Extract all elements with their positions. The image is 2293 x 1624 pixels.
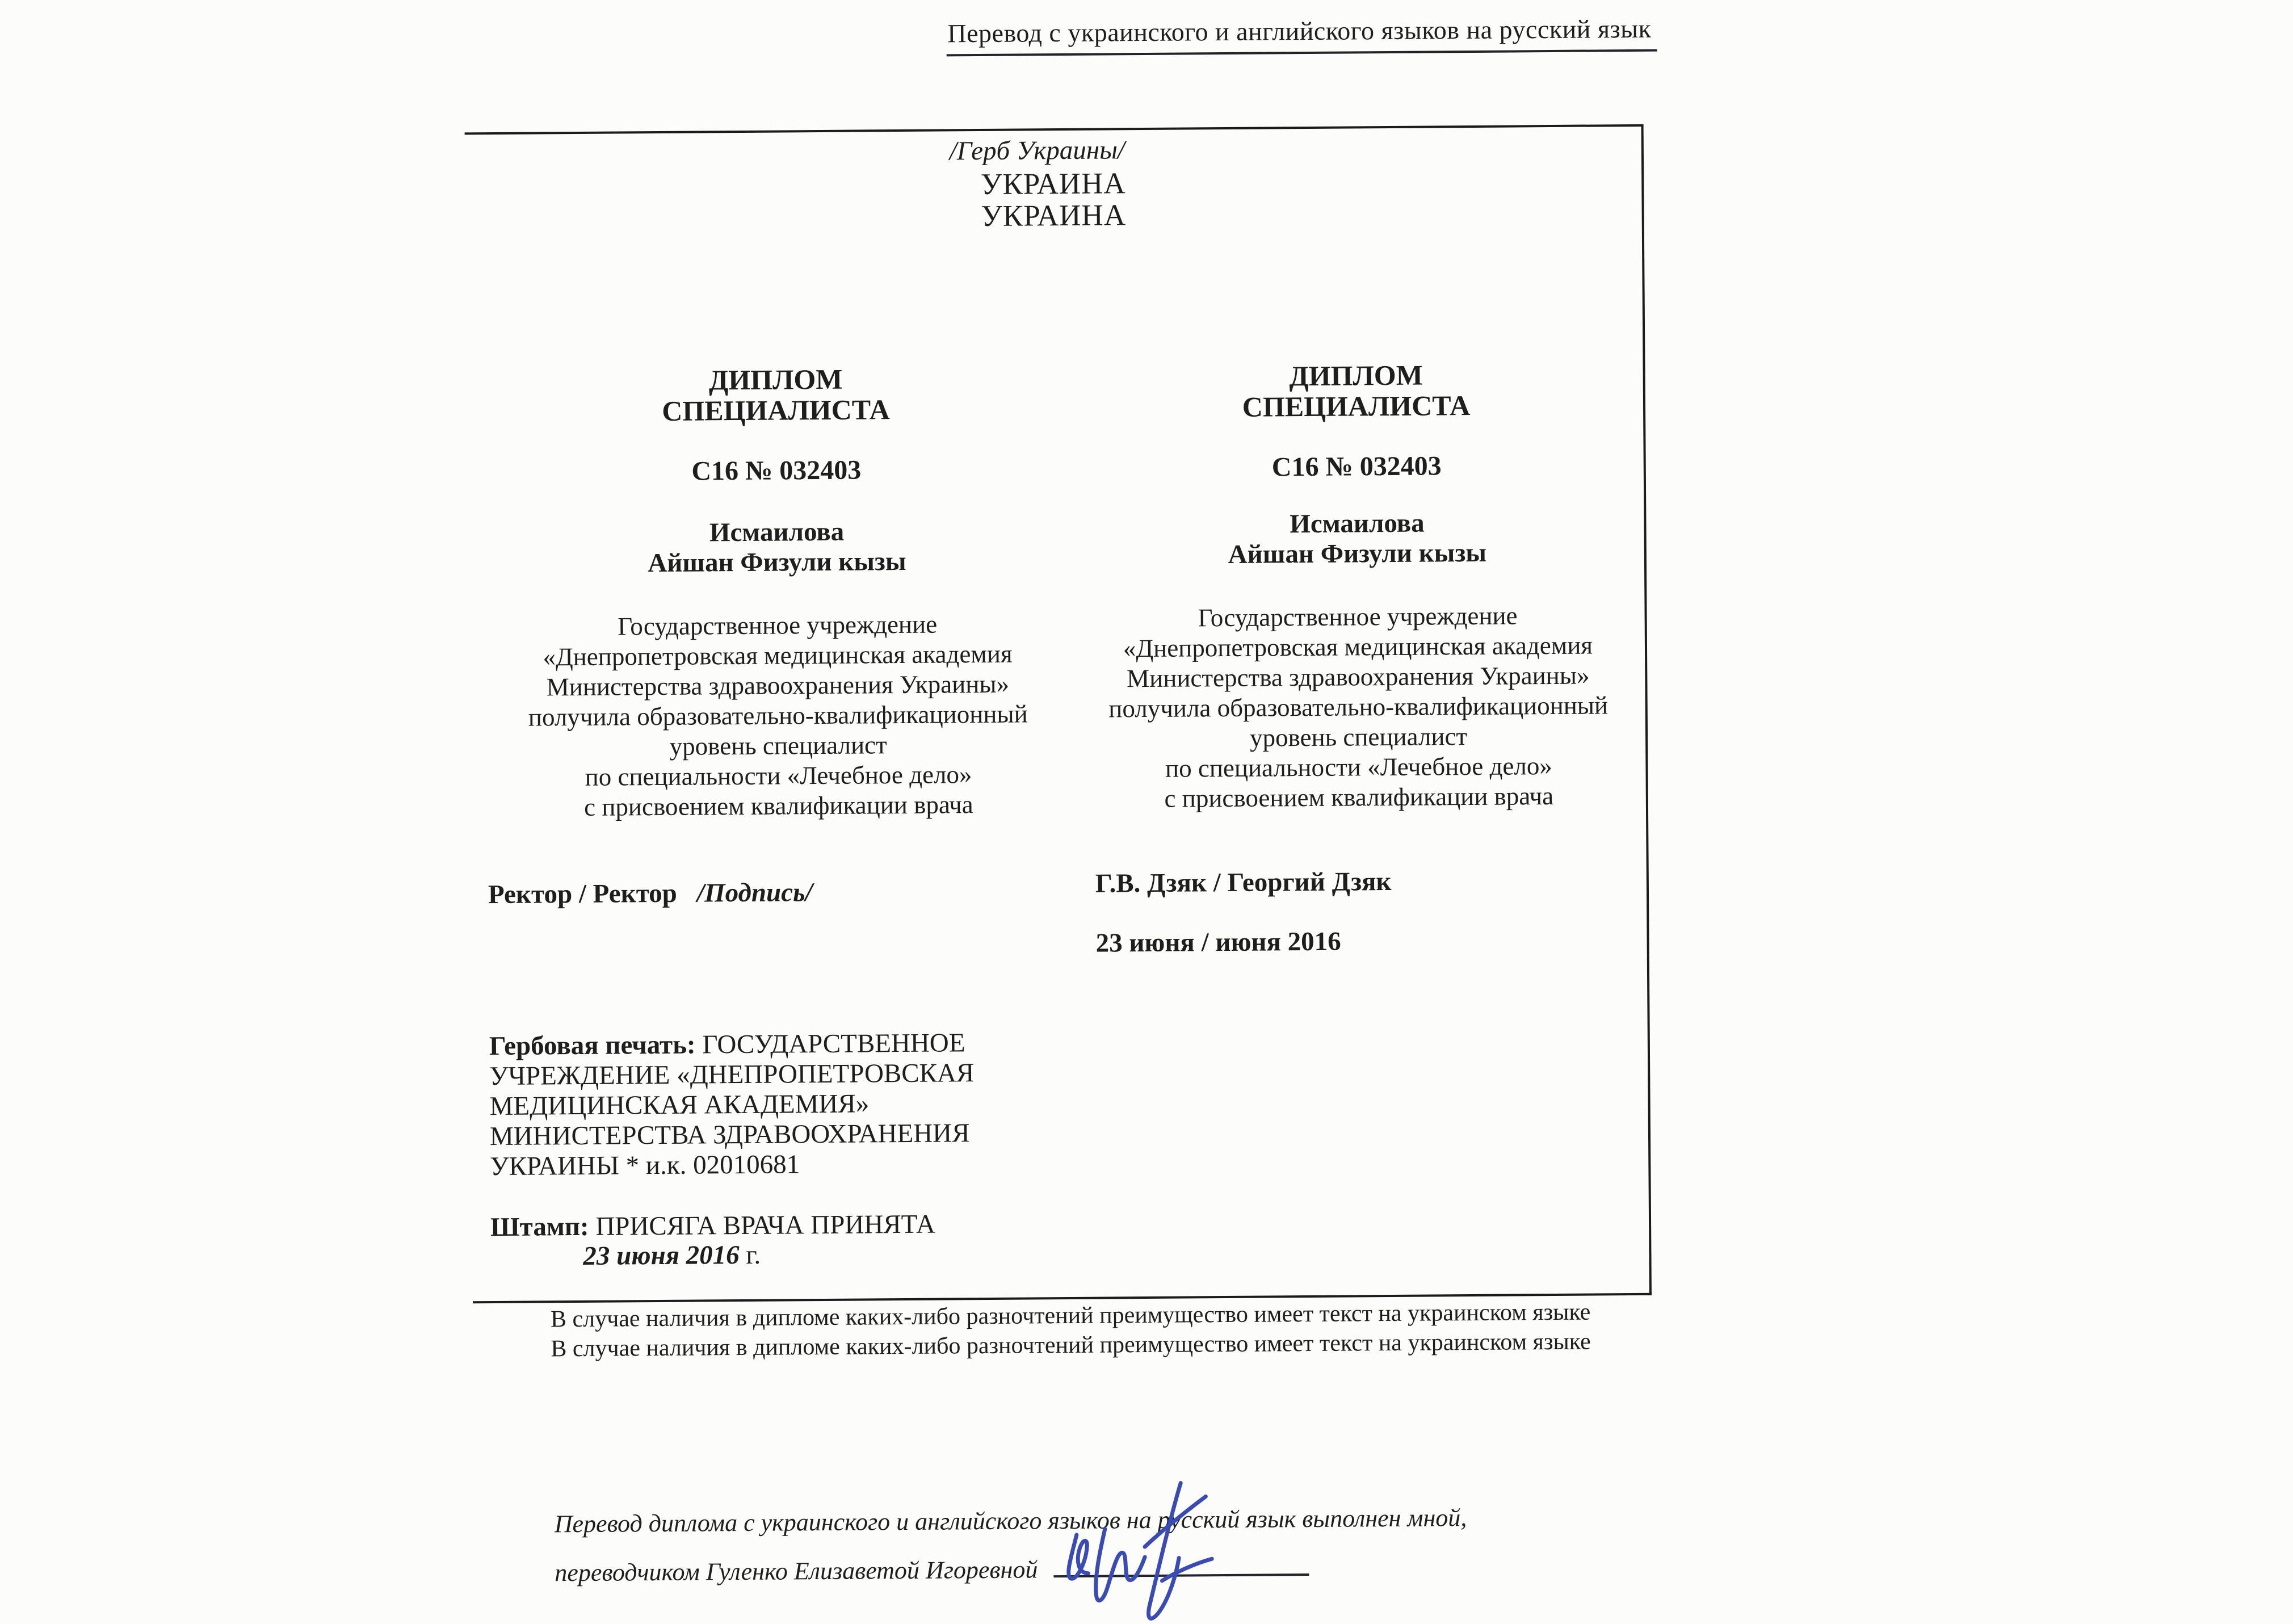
stamp-date-suffix: г. bbox=[746, 1240, 761, 1270]
seal-line: МЕДИЦИНСКАЯ АКАДЕМИЯ» bbox=[489, 1089, 870, 1122]
diploma-body-paragraph bbox=[1081, 600, 1636, 815]
translator-signature-handwriting bbox=[1032, 1461, 1260, 1624]
official-seal-text bbox=[489, 1028, 975, 1182]
discrepancy-note-line2: В случае наличия в дипломе каких-либо разночтений преимущество имеет текст на украинском языке bbox=[551, 1328, 1591, 1362]
country-name-line2: УКРАИНА bbox=[981, 199, 1127, 233]
body-line: Государственное учреждение bbox=[618, 610, 938, 641]
body-line: с присвоением квалификации врача bbox=[1164, 781, 1554, 813]
body-line: по специальности «Лечебное дело» bbox=[1165, 752, 1553, 783]
diploma-body-paragraph bbox=[468, 609, 1089, 824]
body-line: Министерства здравоохранения Украины» bbox=[1127, 661, 1590, 693]
country-name-line1: УКРАИНА bbox=[980, 167, 1126, 202]
issue-date-line: 23 июня / июня 2016 bbox=[1095, 926, 1341, 958]
body-line: получила образовательно-квалификационный bbox=[528, 699, 1028, 732]
body-line: уровень специалист bbox=[1249, 722, 1468, 752]
translation-header: Перевод с украинского и английского языков на русский язык bbox=[946, 14, 1657, 57]
diploma-border-box bbox=[465, 124, 1652, 1303]
signature-placeholder-note: /Подпись/ bbox=[696, 878, 813, 908]
seal-line bbox=[489, 1028, 974, 1061]
diploma-column-right bbox=[1078, 127, 1639, 1297]
rector-name-line: Г.В. Дзяк / Георгий Дзяк bbox=[1095, 866, 1392, 899]
diploma-title-line2: СПЕЦИАЛИСТА bbox=[662, 393, 890, 427]
seal-line: УКРАИНЫ * и.к. 02010681 bbox=[490, 1149, 800, 1182]
diploma-title-line2: СПЕЦИАЛИСТА bbox=[1242, 389, 1471, 423]
stamp-label: Штамп: bbox=[490, 1211, 589, 1243]
diploma-number: С16 № 032403 bbox=[691, 455, 862, 486]
diploma-number: С16 № 032403 bbox=[1271, 451, 1442, 482]
holder-surname: Исмаилова bbox=[1290, 508, 1425, 539]
holder-surname: Исмаилова bbox=[709, 517, 845, 548]
body-line: «Днепропетровская медицинская академия bbox=[1123, 631, 1593, 663]
translator-name-text: переводчиком Гуленко Елизаветой Игоревной bbox=[555, 1555, 1038, 1587]
diploma-title-line1: ДИПЛОМ bbox=[1289, 359, 1423, 392]
body-line: с присвоением квалификации врача bbox=[583, 790, 973, 821]
holder-given-name: Айшан Физули кызы bbox=[648, 546, 906, 578]
seal-text: ГОСУДАРСТВЕННОЕ bbox=[702, 1028, 965, 1060]
stamp-date-line bbox=[583, 1240, 761, 1271]
seal-line: УЧРЕЖДЕНИЕ «ДНЕПРОПЕТРОВСКАЯ bbox=[489, 1058, 975, 1092]
body-line: получила образовательно-квалификационный bbox=[1108, 691, 1609, 723]
body-line: Государственное учреждение bbox=[1198, 601, 1518, 632]
discrepancy-note-line1: В случае наличия в дипломе каких-либо разночтений преимущество имеет текст на украинском языке bbox=[550, 1299, 1591, 1333]
body-line: по специальности «Лечебное дело» bbox=[585, 760, 972, 791]
body-line: Министерства здравоохранения Украины» bbox=[546, 669, 1010, 702]
seal-line: МИНИСТЕРСТВА ЗДРАВООХРАНЕНИЯ bbox=[489, 1118, 970, 1152]
stamp-text: ПРИСЯГА ВРАЧА ПРИНЯТА bbox=[595, 1209, 936, 1241]
rector-signature-line bbox=[488, 877, 813, 910]
stamp-date: 23 июня 2016 bbox=[583, 1240, 740, 1271]
rector-label: Ректор / Ректор bbox=[488, 878, 678, 910]
seal-label: Гербовая печать: bbox=[489, 1030, 696, 1061]
translator-statement-line1: Перевод диплома с украинского и английского языков на русский язык выполнен мной, bbox=[554, 1504, 1467, 1538]
body-line: «Днепропетровская медицинская академия bbox=[543, 639, 1013, 672]
diploma-column-left bbox=[465, 131, 1091, 1302]
coat-of-arms-note: /Герб Украины/ bbox=[949, 135, 1125, 166]
diploma-title-line1: ДИПЛОМ bbox=[708, 363, 843, 396]
stamp-text-line bbox=[490, 1209, 935, 1243]
body-line: уровень специалист bbox=[669, 731, 887, 761]
holder-given-name: Айшан Физули кызы bbox=[1228, 538, 1487, 569]
